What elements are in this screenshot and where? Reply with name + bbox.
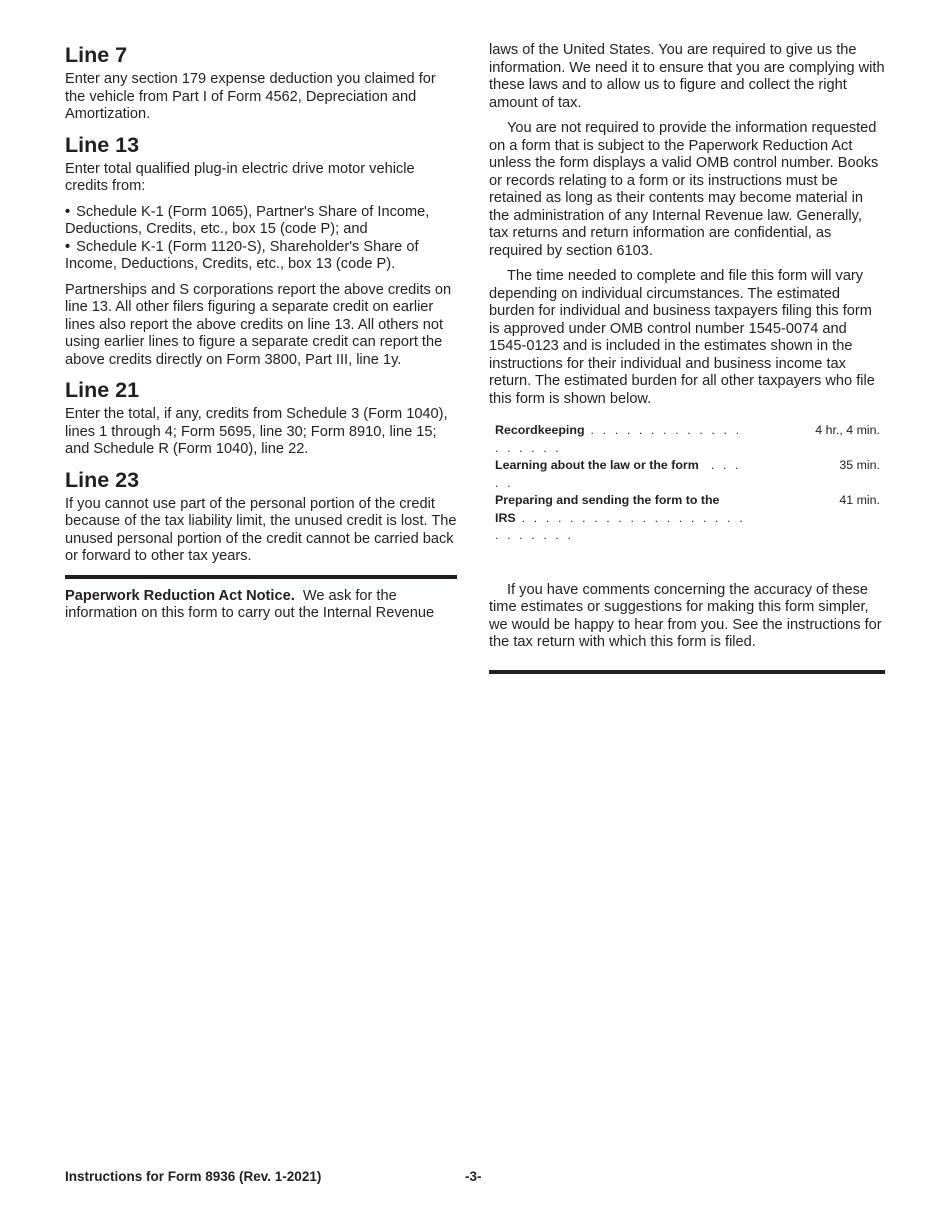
burden-table <box>495 422 880 545</box>
burden-activity: Learning about the law or the form . . . . . <box>495 458 742 490</box>
burden-activity: Recordkeeping . . . . . . . . . . . . . . . . . . . <box>495 423 742 455</box>
bullet-text: Schedule K-1 (Form 1065), Partner's Share of Income, Deductions, Credits, etc., box 15 (code P); and <box>65 203 430 237</box>
line13-heading: Line 13 <box>65 132 140 157</box>
left-column <box>65 42 457 623</box>
bullet-text: Schedule K-1 (Form 1120-S), Shareholder's Share of Income, Deductions, Credits, etc., box 13 (code P). <box>65 238 419 272</box>
table-row <box>495 492 880 510</box>
paperwork-notice-start <box>65 588 457 623</box>
list-item <box>65 239 457 274</box>
footer-form-title: Instructions for Form 8936 (Rev. 1-2021) <box>65 1169 322 1184</box>
paperwork-notice-continued: laws of the United States. You are required to give us the information. We need it to ensure that you are complying with these laws and to allow us to figure and collect the right amount of tax. <box>489 42 885 111</box>
burden-time: 35 min. <box>839 458 880 472</box>
list-item <box>65 204 457 239</box>
right-column <box>489 42 885 674</box>
line13-intro: Enter total qualified plug-in electric drive motor vehicle credits from: <box>65 160 415 194</box>
burden-time: 41 min. <box>839 493 880 507</box>
line13-text: Partnerships and S corporations report the above credits on line 13. All other filers figuring a separate credit on earlier lines also report the above credits on line 13. All others not using earlier lines to figure a separate credit can report the above credits directly on Form 3800, Part III, line 1y. <box>65 281 452 368</box>
line7-text: Enter any section 179 expense deduction you claimed for the vehicle from Part I of Form 4562, Depreciation and Amortization. <box>65 71 436 122</box>
table-row <box>495 457 880 492</box>
line21-text: Enter the total, if any, credits from Schedule 3 (Form 1040), lines 1 through 4; Form 5695, line 30; Form 8910, line 15; and Schedule R (Form 1040), line 22. <box>65 406 448 457</box>
line13-bullet-list <box>65 204 457 274</box>
table-row <box>495 510 880 545</box>
burden-activity: IRS . . . . . . . . . . . . . . . . . . . . . . . . . . <box>495 510 746 542</box>
burden-activity: Preparing and sending the form to the <box>495 493 720 507</box>
paperwork-notice-text: We ask for the information on this form to carry out the Internal Revenue <box>65 587 435 621</box>
line23-text: If you cannot use part of the personal portion of the credit because of the tax liability limit, the unused credit is lost. The unused personal portion of the credit cannot be carried back or forward to other tax years. <box>65 495 457 564</box>
line21-heading: Line 21 <box>65 378 140 402</box>
paperwork-notice-title: Paperwork Reduction Act Notice. <box>65 587 295 604</box>
line7-heading: Line 7 <box>65 43 128 67</box>
paperwork-para-burden: The time needed to complete and file this form will vary depending on individual circumstances. The estimated burden for individual and business taxpayers filing this form is approved under OMB control number 1545-0074 and 1545-0123 and is included in the estimates shown in the instructions for their individual and business income tax return. The estimated burden for all other taxpayers who file this form is shown below. <box>489 268 875 407</box>
line23-heading: Line 23 <box>65 467 140 492</box>
burden-time <box>750 510 880 545</box>
burden-time: 4 hr., 4 min. <box>815 423 880 437</box>
bullet-icon: • <box>65 238 71 255</box>
section-divider <box>489 670 885 674</box>
paperwork-para-comments: If you have comments concerning the accuracy of these time estimates or suggestions for making this form simpler, we would be happy to hear from you. See the instructions for the tax return with which this form is filed. <box>489 581 882 650</box>
section-divider <box>65 575 457 579</box>
paperwork-para-omb: You are not required to provide the information requested on a form that is subject to the Paperwork Reduction Act unless the form displays a valid OMB control number. Books or records relating to a form or its instructions must be retained as long as their contents may become material in the administration of any Internal Revenue law. Generally, tax returns and return information are confidential, as required by section 6103. <box>489 120 879 259</box>
page-number: -3- <box>465 1169 482 1184</box>
bullet-icon: • <box>65 203 71 220</box>
table-row <box>495 422 880 457</box>
